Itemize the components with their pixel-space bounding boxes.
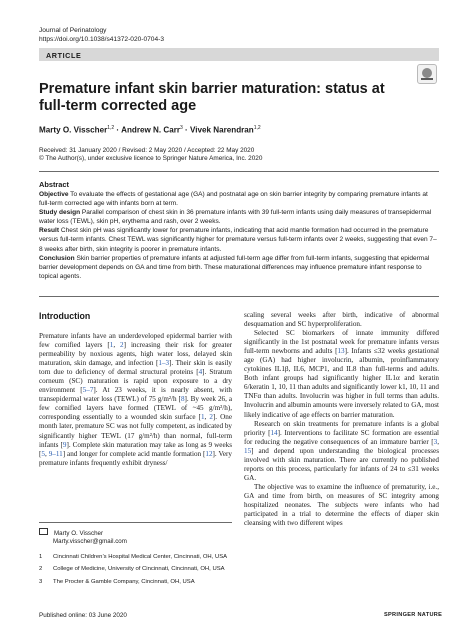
affiliation-item: 3 The Procter & Gamble Company, Cincinnati, OH, USA bbox=[39, 578, 195, 585]
divider-top bbox=[39, 171, 439, 172]
divider-footnote bbox=[39, 522, 232, 523]
publisher-logo: SPRINGER NATURE bbox=[384, 612, 443, 618]
citation-link[interactable]: 1 bbox=[109, 341, 114, 350]
paragraph: Selected SC biomarkers of innate immunity differed significantly in the 1st postnatal week for premature infants versus full-term newborns and adults [13]. Infants ≤32 weeks gestational age (GA) had higher involucrin, albumin, proinflammatory cytokines IL1β, IL6, MCP1, and IL8 than full-terms and adults. Both infant groups had significantly higher IL1α and keratin 6/keratin 1, 10, 11 than adults and significantly lower k1, 10, 11 and TNFα than adults. Involucrin was higher in full terms than adults. Involucrin and albumin amounts were inversely related to GA, most likely indicative of age effects on barrier maturation. bbox=[244, 329, 439, 419]
published-online-date: Published online: 03 June 2020 bbox=[39, 612, 127, 619]
citation-link[interactable]: 9 bbox=[62, 440, 67, 449]
citation-link[interactable]: 1–3 bbox=[158, 359, 170, 368]
abstract-body bbox=[39, 190, 439, 281]
paragraph: Research on skin treatments for premature infants is a global priority [14]. Interventions to facilitate SC formation are essential for reducing the negative consequences of an immature barrier [3, 15] and depend upon understanding the biological processes involved with skin maturation. There are currently no published reports on this process, particularly for infants of 24 to ≤31 weeks GA. bbox=[244, 419, 439, 482]
citation-link[interactable]: 15 bbox=[244, 446, 252, 455]
correspondence-email[interactable]: Marty.visscher@gmail.com bbox=[53, 538, 127, 546]
citation-link[interactable]: 14 bbox=[270, 428, 278, 437]
paragraph: The objective was to examine the influence of prematurity, i.e., GA and time from birth, on measures of SC integrity among hospitalized neonates. The subjects were infants who had participated in a trial to determine the effects of diaper skin cleansing with two different wipes bbox=[244, 482, 439, 528]
affiliations bbox=[39, 553, 232, 590]
history-dates: Received: 31 January 2020 / Revised: 2 May 2020 / Accepted: 22 May 2020 bbox=[39, 147, 255, 154]
correspondence-name: Marty O. Visscher bbox=[54, 530, 104, 537]
paragraph: scaling several weeks after birth, indicative of abnormal desquamation and SC hyperproliferation. bbox=[244, 311, 439, 329]
author-name[interactable]: Vivek Narendran bbox=[190, 125, 254, 135]
affiliation-item: 1 Cincinnati Children’s Hospital Medical Center, Cincinnati, OH, USA bbox=[39, 554, 228, 560]
copyright-line: © The Author(s), under exclusive licence to Springer Nature America, Inc. 2020 bbox=[39, 155, 263, 162]
author-affiliation-marker: 3 bbox=[180, 125, 183, 131]
crossmark-check-icon[interactable] bbox=[417, 64, 437, 84]
envelope-icon bbox=[39, 528, 48, 535]
paragraph: Premature infants have an underdeveloped epidermal barrier with few cornified layers [1, 2] increasing their risk for greater permeability by noxious agents, high water loss, delayed skin maturation, skin damage, and infection [1–3]. Their skin is easily torn due to deficiency of dermal structural proteins [4]. Stratum corneum (SC) maturation is rapid upon exposure to a dry environment [5–7]. At 23 weeks, it is nearly absent, with transepidermal water loss (TEWL) of 75 g/m²/h [8]. By week 26, a few cornified layers have formed (TEWL of ~45 g/m²/h), corresponding essentially to a wounded skin surface [1, 2]. One month later, premature SC was not fully competent, as indicated by significantly higher TEWL (17 g/m²/h) than normal, full-term infants [9]. Complete skin maturation may take as long as 9 weeks [5, 9–11] and longer for complete acid mantle formation [12]. Very premature infants frequently exhibit dryness/ bbox=[39, 332, 232, 467]
citation-link[interactable]: 8 bbox=[180, 395, 185, 404]
author-name[interactable]: Marty O. Visscher bbox=[39, 125, 108, 135]
article-type-band bbox=[39, 48, 439, 61]
citation-link[interactable]: 3 bbox=[433, 437, 438, 446]
affiliation-item: 2 College of Medicine, University of Cincinnati, Cincinnati, OH, USA bbox=[39, 566, 225, 573]
abstract-study-design: Study design Parallel comparison of chest skin in 36 premature infants with 39 full-term infants using daily measures of transepidermal water loss (TEWL), skin pH, erythema and rash, over 2 weeks. bbox=[39, 209, 432, 226]
citation-link[interactable]: 4 bbox=[198, 368, 203, 377]
abstract-result: Result Chest skin pH was significantly lower for premature infants, indicating that acid mantle formation had occurred in the premature versus full-term infants. Chest TEWL was significantly higher for premature versus full-term infants over 2 weeks, suggesting that even 7–8 weeks after birth, skin integrity is poorer in premature infants. bbox=[39, 227, 437, 253]
right-column bbox=[244, 311, 439, 528]
doi-link[interactable]: https://doi.org/10.1038/s41372-020-0704-3 bbox=[39, 36, 165, 43]
article-type-label: ARTICLE bbox=[46, 51, 82, 60]
abstract-objective: Objective To evaluate the effects of gestational age (GA) and postnatal age on skin barrier integrity by comparing premature infants at full-term corrected age with infants born at term. bbox=[39, 191, 428, 208]
left-column bbox=[39, 332, 232, 468]
citation-link[interactable]: 1 bbox=[200, 413, 205, 422]
author-name[interactable]: Andrew N. Carr bbox=[121, 125, 181, 135]
abstract-heading: Abstract bbox=[39, 180, 69, 189]
abstract-conclusion: Conclusion Skin barrier properties of premature infants at adjusted full-term age differ from full-term infants, suggesting that epidermal barrier development depends on GA and time from birth. These maturational differences may influence premature infant response to topical agents. bbox=[39, 254, 430, 280]
author-list: Marty O. Visscher$^{1,2}$ · Andrew N. Carr$^3$ · Vivek Narendran$^{1,2}$ bbox=[39, 125, 261, 135]
citation-link[interactable]: 5 bbox=[41, 449, 45, 458]
journal-name: Journal of Perinatology bbox=[39, 27, 107, 34]
correspondence bbox=[39, 528, 127, 546]
citation-link[interactable]: 5–7 bbox=[82, 386, 94, 395]
citation-link[interactable]: 12 bbox=[205, 449, 213, 458]
citation-link[interactable]: 9–11 bbox=[48, 449, 63, 458]
author-affiliation-marker: 1,2 bbox=[107, 125, 115, 131]
author-affiliation-marker: 1,2 bbox=[253, 125, 261, 131]
section-heading-introduction: Introduction bbox=[39, 311, 91, 321]
divider-bottom bbox=[39, 296, 439, 297]
citation-link[interactable]: 2 bbox=[209, 413, 213, 422]
citation-link[interactable]: 2 bbox=[120, 341, 124, 350]
article-title: Premature infant skin barrier maturation: status at full-term corrected age bbox=[39, 81, 385, 114]
citation-link[interactable]: 13 bbox=[337, 347, 345, 356]
